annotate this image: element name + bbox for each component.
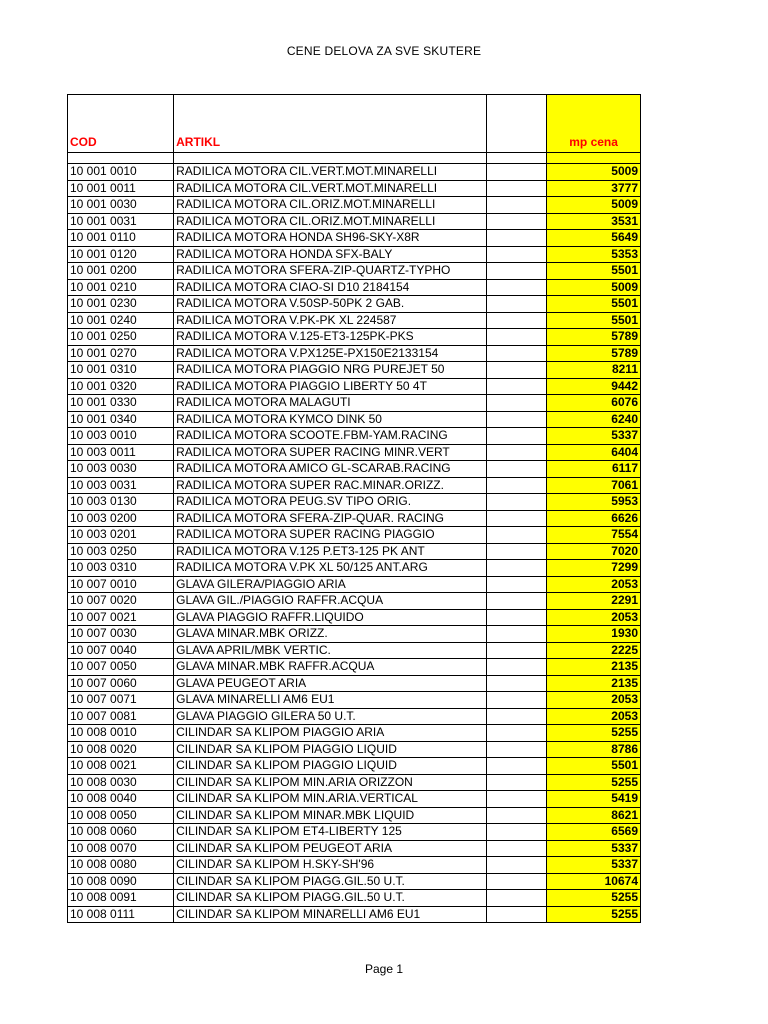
- price-cell: 7061: [547, 477, 641, 494]
- price-cell: 2225: [547, 642, 641, 659]
- artikl-cell: GLAVA GILERA/PIAGGIO ARIA: [174, 576, 487, 593]
- artikl-cell: CILINDAR SA KLIPOM ET4-LIBERTY 125: [174, 824, 487, 841]
- cod-cell: 10 008 0070: [68, 840, 174, 857]
- price-cell: 2053: [547, 609, 641, 626]
- artikl-cell: CILINDAR SA KLIPOM MIN.ARIA.VERTICAL: [174, 791, 487, 808]
- table-row: [68, 477, 641, 494]
- cod-cell: 10 007 0010: [68, 576, 174, 593]
- cod-cell: 10 001 0010: [68, 164, 174, 181]
- artikl-cell: RADILICA MOTORA MALAGUTI: [174, 395, 487, 412]
- table-row: [68, 378, 641, 395]
- cod-cell: 10 008 0111: [68, 906, 174, 923]
- price-cell: 7554: [547, 527, 641, 544]
- blank-cell: [487, 312, 547, 329]
- cod-cell: 10 008 0010: [68, 725, 174, 742]
- artikl-cell: RADILICA MOTORA SFERA-ZIP-QUARTZ-TYPHO: [174, 263, 487, 280]
- artikl-cell: GLAVA GIL./PIAGGIO RAFFR.ACQUA: [174, 593, 487, 610]
- artikl-cell: RADILICA MOTORA AMICO GL-SCARAB.RACING: [174, 461, 487, 478]
- price-cell: 5009: [547, 279, 641, 296]
- cod-cell: 10 003 0200: [68, 510, 174, 527]
- price-cell: 5255: [547, 725, 641, 742]
- blank-cell: [487, 692, 547, 709]
- table-row: [68, 279, 641, 296]
- blank-cell: [487, 609, 547, 626]
- spacer-cell: [68, 153, 174, 164]
- price-cell: 2135: [547, 675, 641, 692]
- artikl-cell: RADILICA MOTORA PIAGGIO NRG PUREJET 50: [174, 362, 487, 379]
- column-header-cod: COD: [68, 95, 174, 153]
- artikl-cell: CILINDAR SA KLIPOM PIAGGIO LIQUID: [174, 758, 487, 775]
- table-row: [68, 345, 641, 362]
- price-cell: 5649: [547, 230, 641, 247]
- blank-cell: [487, 642, 547, 659]
- blank-cell: [487, 807, 547, 824]
- blank-cell: [487, 840, 547, 857]
- cod-cell: 10 001 0210: [68, 279, 174, 296]
- artikl-cell: GLAVA MINAR.MBK ORIZZ.: [174, 626, 487, 643]
- blank-cell: [487, 428, 547, 445]
- price-cell: 5953: [547, 494, 641, 511]
- price-cell: 7020: [547, 543, 641, 560]
- cod-cell: 10 001 0330: [68, 395, 174, 412]
- table-row: [68, 527, 641, 544]
- price-cell: 10674: [547, 873, 641, 890]
- table-row: [68, 180, 641, 197]
- artikl-cell: RADILICA MOTORA V.125-ET3-125PK-PKS: [174, 329, 487, 346]
- price-cell: 5501: [547, 263, 641, 280]
- cod-cell: 10 001 0250: [68, 329, 174, 346]
- price-cell: 8786: [547, 741, 641, 758]
- price-cell: 2053: [547, 576, 641, 593]
- table-row: [68, 362, 641, 379]
- cod-cell: 10 008 0091: [68, 890, 174, 907]
- table-row: [68, 296, 641, 313]
- spacer-cell: [487, 153, 547, 164]
- cod-cell: 10 001 0011: [68, 180, 174, 197]
- artikl-cell: GLAVA PIAGGIO GILERA 50 U.T.: [174, 708, 487, 725]
- cod-cell: 10 001 0320: [68, 378, 174, 395]
- blank-cell: [487, 477, 547, 494]
- blank-cell: [487, 362, 547, 379]
- price-cell: 5255: [547, 774, 641, 791]
- artikl-cell: GLAVA PEUGEOT ARIA: [174, 675, 487, 692]
- cod-cell: 10 008 0021: [68, 758, 174, 775]
- artikl-cell: CILINDAR SA KLIPOM MINAR.MBK LIQUID: [174, 807, 487, 824]
- price-cell: 2053: [547, 708, 641, 725]
- blank-cell: [487, 345, 547, 362]
- artikl-cell: CILINDAR SA KLIPOM PIAGG.GIL.50 U.T.: [174, 873, 487, 890]
- blank-cell: [487, 263, 547, 280]
- table-row: [68, 791, 641, 808]
- artikl-cell: RADILICA MOTORA CIL.ORIZ.MOT.MINARELLI: [174, 213, 487, 230]
- blank-cell: [487, 708, 547, 725]
- blank-cell: [487, 576, 547, 593]
- table-row: [68, 263, 641, 280]
- cod-cell: 10 001 0240: [68, 312, 174, 329]
- artikl-cell: RADILICA MOTORA V.50SP-50PK 2 GAB.: [174, 296, 487, 313]
- blank-cell: [487, 461, 547, 478]
- blank-cell: [487, 741, 547, 758]
- blank-cell: [487, 164, 547, 181]
- price-cell: 5501: [547, 296, 641, 313]
- price-table-container: [67, 94, 641, 923]
- price-cell: 5009: [547, 164, 641, 181]
- blank-cell: [487, 180, 547, 197]
- table-row: [68, 246, 641, 263]
- table-row: [68, 197, 641, 214]
- cod-cell: 10 007 0071: [68, 692, 174, 709]
- artikl-cell: CILINDAR SA KLIPOM PIAGGIO LIQUID: [174, 741, 487, 758]
- blank-cell: [487, 246, 547, 263]
- artikl-cell: CILINDAR SA KLIPOM PIAGG.GIL.50 U.T.: [174, 890, 487, 907]
- blank-cell: [487, 395, 547, 412]
- table-row: [68, 461, 641, 478]
- price-cell: 5337: [547, 428, 641, 445]
- blank-cell: [487, 906, 547, 923]
- table-row: [68, 675, 641, 692]
- page-footer: Page 1: [364, 962, 404, 976]
- table-row: [68, 659, 641, 676]
- blank-cell: [487, 626, 547, 643]
- table-row: [68, 725, 641, 742]
- blank-cell: [487, 774, 547, 791]
- table-row: [68, 593, 641, 610]
- price-cell: 5337: [547, 857, 641, 874]
- cod-cell: 10 003 0031: [68, 477, 174, 494]
- artikl-cell: RADILICA MOTORA KYMCO DINK 50: [174, 411, 487, 428]
- cod-cell: 10 003 0201: [68, 527, 174, 544]
- artikl-cell: RADILICA MOTORA HONDA SH96-SKY-X8R: [174, 230, 487, 247]
- table-row: [68, 692, 641, 709]
- table-row: [68, 741, 641, 758]
- artikl-cell: RADILICA MOTORA PEUG.SV TIPO ORIG.: [174, 494, 487, 511]
- artikl-cell: RADILICA MOTORA SCOOTE.FBM-YAM.RACING: [174, 428, 487, 445]
- price-cell: 6240: [547, 411, 641, 428]
- price-cell: 8211: [547, 362, 641, 379]
- artikl-cell: RADILICA MOTORA HONDA SFX-BALY: [174, 246, 487, 263]
- price-cell: 1930: [547, 626, 641, 643]
- price-cell: 7299: [547, 560, 641, 577]
- blank-cell: [487, 675, 547, 692]
- cod-cell: 10 001 0120: [68, 246, 174, 263]
- blank-cell: [487, 279, 547, 296]
- cod-cell: 10 008 0080: [68, 857, 174, 874]
- artikl-cell: RADILICA MOTORA CIAO-SI D10 2184154: [174, 279, 487, 296]
- column-header-artikl: ARTIKL: [174, 95, 487, 153]
- artikl-cell: RADILICA MOTORA V.PK-PK XL 224587: [174, 312, 487, 329]
- table-row: [68, 824, 641, 841]
- cod-cell: 10 003 0130: [68, 494, 174, 511]
- table-row: [68, 873, 641, 890]
- table-row: [68, 444, 641, 461]
- blank-cell: [487, 494, 547, 511]
- cod-cell: 10 007 0050: [68, 659, 174, 676]
- price-cell: 5501: [547, 758, 641, 775]
- blank-cell: [487, 411, 547, 428]
- cod-cell: 10 007 0040: [68, 642, 174, 659]
- price-cell: 6404: [547, 444, 641, 461]
- cod-cell: 10 001 0230: [68, 296, 174, 313]
- cod-cell: 10 007 0060: [68, 675, 174, 692]
- cod-cell: 10 001 0200: [68, 263, 174, 280]
- price-cell: 2291: [547, 593, 641, 610]
- table-row: [68, 807, 641, 824]
- artikl-cell: RADILICA MOTORA V.PK XL 50/125 ANT.ARG: [174, 560, 487, 577]
- blank-cell: [487, 873, 547, 890]
- cod-cell: 10 008 0090: [68, 873, 174, 890]
- table-row: [68, 411, 641, 428]
- blank-cell: [487, 197, 547, 214]
- blank-cell: [487, 444, 547, 461]
- spacer-cell: [547, 153, 641, 164]
- column-header-price: mp cena: [547, 95, 641, 153]
- artikl-cell: RADILICA MOTORA SUPER RACING PIAGGIO: [174, 527, 487, 544]
- blank-cell: [487, 329, 547, 346]
- cod-cell: 10 001 0030: [68, 197, 174, 214]
- cod-cell: 10 008 0030: [68, 774, 174, 791]
- table-row: [68, 906, 641, 923]
- price-cell: 5789: [547, 329, 641, 346]
- table-row: [68, 510, 641, 527]
- table-row: [68, 857, 641, 874]
- page-title: CENE DELOVA ZA SVE SKUTERE: [286, 44, 482, 58]
- table-row: [68, 543, 641, 560]
- table-row: [68, 494, 641, 511]
- price-cell: 5255: [547, 890, 641, 907]
- artikl-cell: RADILICA MOTORA SUPER RAC.MINAR.ORIZZ.: [174, 477, 487, 494]
- artikl-cell: CILINDAR SA KLIPOM MIN.ARIA ORIZZON: [174, 774, 487, 791]
- artikl-cell: CILINDAR SA KLIPOM MINARELLI AM6 EU1: [174, 906, 487, 923]
- table-row: [68, 626, 641, 643]
- spacer-cell: [174, 153, 487, 164]
- blank-cell: [487, 791, 547, 808]
- cod-cell: 10 003 0250: [68, 543, 174, 560]
- table-row: [68, 774, 641, 791]
- blank-cell: [487, 560, 547, 577]
- blank-cell: [487, 213, 547, 230]
- artikl-cell: RADILICA MOTORA PIAGGIO LIBERTY 50 4T: [174, 378, 487, 395]
- blank-cell: [487, 857, 547, 874]
- table-row: [68, 642, 641, 659]
- table-row: [68, 213, 641, 230]
- artikl-cell: RADILICA MOTORA CIL.ORIZ.MOT.MINARELLI: [174, 197, 487, 214]
- artikl-cell: RADILICA MOTORA SUPER RACING MINR.VERT: [174, 444, 487, 461]
- cod-cell: 10 003 0310: [68, 560, 174, 577]
- cod-cell: 10 007 0081: [68, 708, 174, 725]
- cod-cell: 10 007 0021: [68, 609, 174, 626]
- artikl-cell: GLAVA APRIL/MBK VERTIC.: [174, 642, 487, 659]
- blank-cell: [487, 510, 547, 527]
- table-row: [68, 609, 641, 626]
- price-cell: 2135: [547, 659, 641, 676]
- blank-cell: [487, 593, 547, 610]
- blank-cell: [487, 758, 547, 775]
- table-row: [68, 840, 641, 857]
- price-cell: 5789: [547, 345, 641, 362]
- price-cell: 6076: [547, 395, 641, 412]
- table-row: [68, 312, 641, 329]
- cod-cell: 10 001 0270: [68, 345, 174, 362]
- cod-cell: 10 008 0040: [68, 791, 174, 808]
- table-row: [68, 329, 641, 346]
- artikl-cell: GLAVA PIAGGIO RAFFR.LIQUIDO: [174, 609, 487, 626]
- blank-cell: [487, 230, 547, 247]
- blank-cell: [487, 890, 547, 907]
- table-row: [68, 395, 641, 412]
- column-header-blank: [487, 95, 547, 153]
- price-cell: 3777: [547, 180, 641, 197]
- artikl-cell: GLAVA MINARELLI AM6 EU1: [174, 692, 487, 709]
- price-cell: 3531: [547, 213, 641, 230]
- blank-cell: [487, 543, 547, 560]
- artikl-cell: GLAVA MINAR.MBK RAFFR.ACQUA: [174, 659, 487, 676]
- cod-cell: 10 001 0310: [68, 362, 174, 379]
- price-cell: 5255: [547, 906, 641, 923]
- blank-cell: [487, 659, 547, 676]
- table-header-row: [68, 95, 641, 153]
- blank-cell: [487, 378, 547, 395]
- header-spacer-row: [68, 153, 641, 164]
- table-row: [68, 576, 641, 593]
- price-cell: 8621: [547, 807, 641, 824]
- price-cell: 5501: [547, 312, 641, 329]
- cod-cell: 10 003 0010: [68, 428, 174, 445]
- table-row: [68, 164, 641, 181]
- table-row: [68, 560, 641, 577]
- blank-cell: [487, 725, 547, 742]
- cod-cell: 10 007 0020: [68, 593, 174, 610]
- price-cell: 6626: [547, 510, 641, 527]
- table-row: [68, 890, 641, 907]
- cod-cell: 10 001 0031: [68, 213, 174, 230]
- cod-cell: 10 008 0050: [68, 807, 174, 824]
- artikl-cell: CILINDAR SA KLIPOM PIAGGIO ARIA: [174, 725, 487, 742]
- blank-cell: [487, 824, 547, 841]
- blank-cell: [487, 527, 547, 544]
- price-cell: 6569: [547, 824, 641, 841]
- cod-cell: 10 001 0110: [68, 230, 174, 247]
- price-cell: 5419: [547, 791, 641, 808]
- artikl-cell: RADILICA MOTORA V.PX125E-PX150E2133154: [174, 345, 487, 362]
- price-cell: 5337: [547, 840, 641, 857]
- cod-cell: 10 003 0030: [68, 461, 174, 478]
- cod-cell: 10 003 0011: [68, 444, 174, 461]
- cod-cell: 10 008 0060: [68, 824, 174, 841]
- price-cell: 2053: [547, 692, 641, 709]
- price-cell: 5353: [547, 246, 641, 263]
- table-row: [68, 428, 641, 445]
- price-table: [67, 94, 641, 923]
- price-cell: 5009: [547, 197, 641, 214]
- cod-cell: 10 001 0340: [68, 411, 174, 428]
- artikl-cell: RADILICA MOTORA V.125 P.ET3-125 PK ANT: [174, 543, 487, 560]
- blank-cell: [487, 296, 547, 313]
- artikl-cell: CILINDAR SA KLIPOM H.SKY-SH'96: [174, 857, 487, 874]
- price-cell: 6117: [547, 461, 641, 478]
- table-row: [68, 758, 641, 775]
- table-row: [68, 708, 641, 725]
- cod-cell: 10 008 0020: [68, 741, 174, 758]
- artikl-cell: RADILICA MOTORA CIL.VERT.MOT.MINARELLI: [174, 164, 487, 181]
- artikl-cell: CILINDAR SA KLIPOM PEUGEOT ARIA: [174, 840, 487, 857]
- table-row: [68, 230, 641, 247]
- artikl-cell: RADILICA MOTORA CIL.VERT.MOT.MINARELLI: [174, 180, 487, 197]
- price-cell: 9442: [547, 378, 641, 395]
- artikl-cell: RADILICA MOTORA SFERA-ZIP-QUAR. RACING: [174, 510, 487, 527]
- cod-cell: 10 007 0030: [68, 626, 174, 643]
